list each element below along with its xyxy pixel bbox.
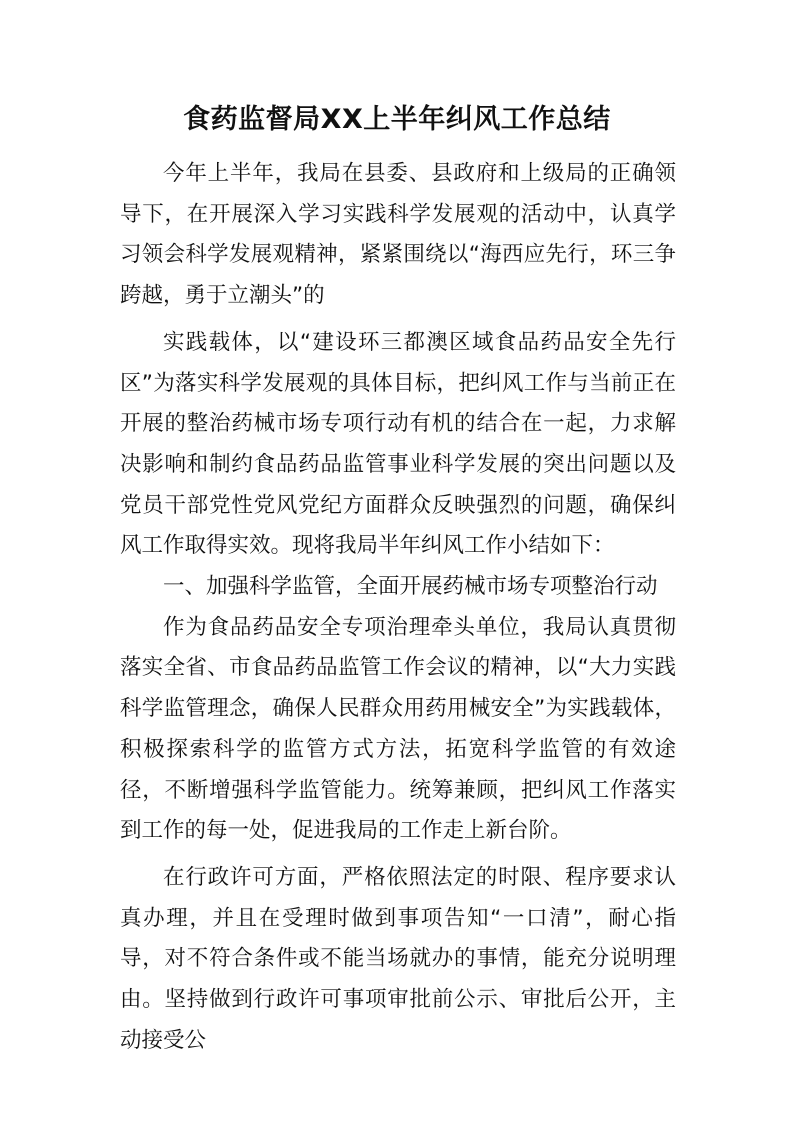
paragraph-intro: 今年上半年，我局在县委、县政府和上级局的正确领导下，在开展深入学习实践科学发展观的活动中，认真学习领会科学发展观精神，紧紧围绕以“海西应先行，环三争跨越，勇于立潮头”的: [120, 161, 676, 309]
section-heading: 一、加强科学监管，全面开展药械市场专项整治行动: [163, 574, 658, 600]
paragraph-licensing: 在行政许可方面，严格依照法定的时限、程序要求认真办理，并且在受理时做到事项告知“一口清”，耐心指导，对不符合条件或不能当场就办的事情，能充分说明理由。坚持做到行政许可事项审批前公示、审批后公开，主动接受公: [120, 864, 676, 1053]
paragraph-supervision: 作为食品药品安全专项治理牵头单位，我局认真贯彻落实全省、市食品药品监管工作会议的精神，以“大力实践科学监管理念，确保人民群众用药用械安全”为实践载体，积极探索科学的监管方式方法，拓宽科学监管的有效途径，不断增强科学监管能力。统筹兼顾，把纠风工作落实到工作的每一处，促进我局的工作走上新台阶。: [120, 614, 676, 844]
document-title: 食药监督局XX上半年纠风工作总结: [183, 104, 611, 135]
paragraph-carrier: 实践载体，以“建设环三都澳区域食品药品安全先行区”为落实科学发展观的具体目标，把纠风工作与当前正在开展的整治药械市场专项行动有机的结合在一起，力求解决影响和制约食品药品监管事业科学发展的突出问题以及党员干部党性党风党纪方面群众反映强烈的问题，确保纠风工作取得实效。现将我局半年纠风工作小结如下：: [120, 329, 676, 559]
document-body: [120, 154, 676, 1061]
